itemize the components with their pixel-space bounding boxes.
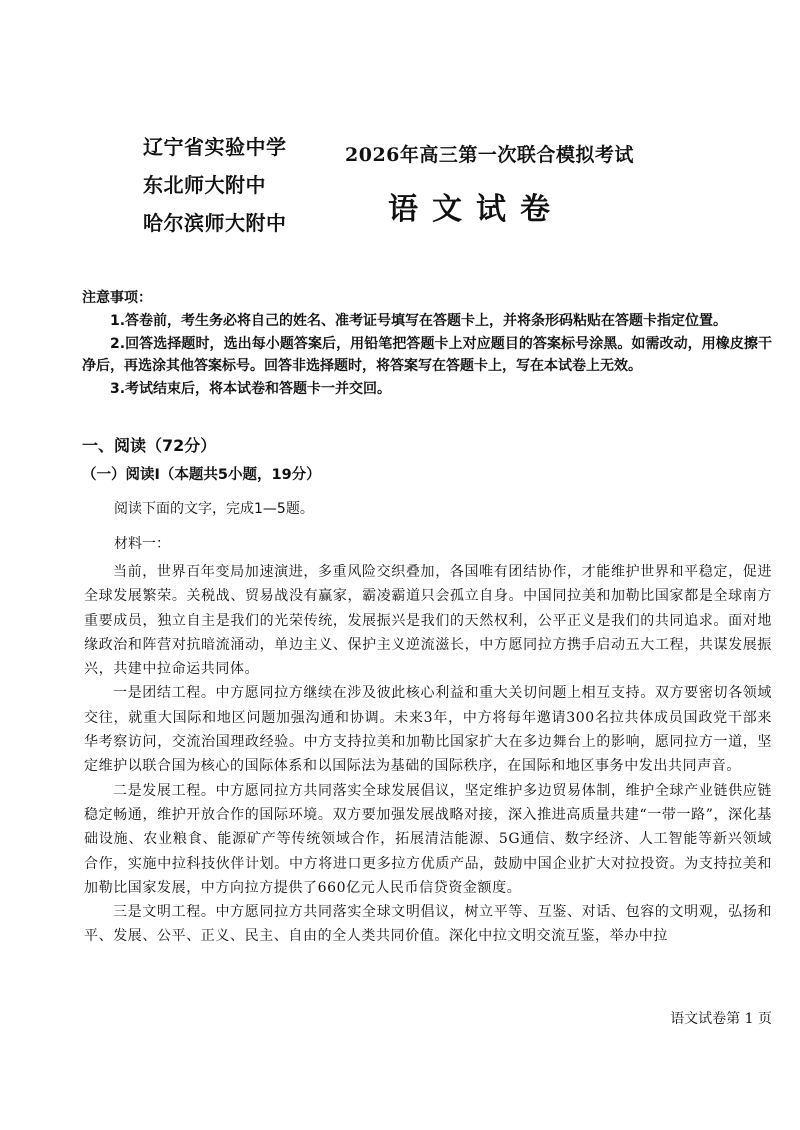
- exam-title: 2026年高三第一次联合模拟考试: [345, 144, 634, 166]
- note-item: 1.答卷前，考生务必将自己的姓名、准考证号填写在答题卡上，并将条形码粘贴在答题卡指定位置。: [110, 313, 728, 329]
- material-label: 材料一：: [114, 536, 170, 552]
- school-name: 辽宁省实验中学: [143, 135, 287, 159]
- paper-title: 语文试卷: [388, 192, 564, 227]
- school-list: [143, 128, 313, 242]
- material-paragraph: 一是团结工程。中方愿同拉方继续在涉及彼此核心利益和重大关切问题上相互支持。双方要密切各领域交往，就重大国际和地区问题加强沟通和协调。未来3年，中方将每年邀请300名拉共体成员国政党干部来华考察访问，交流治国理政经验。中方支持拉美和加勒比国家扩大在多边舞台上的影响，愿同拉方一道，坚定维护以联合国为核心的国际体系和以国际法为基础的国际秩序，在国际和地区事务中发出共同声音。: [84, 685, 772, 775]
- note-item: 3.考试结束后，将本试卷和答题卡一并交回。: [110, 380, 392, 397]
- page-number: 语文试卷第 1 页: [670, 1011, 772, 1027]
- notes-heading: 注意事项：: [82, 290, 152, 306]
- note-item: 2.回答选择题时，选出每小题答案后，用铅笔把答题卡上对应题目的答案标号涂黑。如需改动，用橡皮擦干净后，再选涂其他答案标号。回答非选择题时，将答案写在答题卡上，写在本试卷上无效。: [82, 335, 772, 374]
- notes-block: [82, 286, 772, 400]
- school-name: 哈尔滨师大附中: [143, 211, 287, 235]
- material-text: [84, 560, 772, 949]
- subsection-title: （一）阅读Ⅰ（本题共5小题，19分）: [82, 467, 321, 483]
- material-paragraph: 三是文明工程。中方愿同拉方共同落实全球文明倡议，树立平等、互鉴、对话、包容的文明观，弘扬和平、发展、公平、正义、民主、自由的全人类共同价值。深化中拉文明交流互鉴，举办中拉: [84, 904, 772, 945]
- section-title: 一、阅读（72分）: [82, 436, 217, 455]
- material-paragraph: 当前，世界百年变局加速演进，多重风险交织叠加，各国唯有团结协作，才能维护世界和平稳定，促进全球发展繁荣。关税战、贸易战没有赢家，霸凌霸道只会孤立自身。中国同拉美和加勒比国家都是全球南方重要成员，独立自主是我们的光荣传统，发展振兴是我们的天然权利，公平正义是我们的共同追求。面对地缘政治和阵营对抗暗流涌动，单边主义、保护主义逆流滋长，中方愿同拉方携手启动五大工程，共谋发展振兴，共建中拉命运共同体。: [84, 564, 772, 678]
- reading-instruction: 阅读下面的文字，完成1—5题。: [114, 501, 314, 517]
- school-name: 东北师大附中: [143, 173, 266, 197]
- material-paragraph: 二是发展工程。中方愿同拉方共同落实全球发展倡议，坚定维护多边贸易体制，维护全球产业链供应链稳定畅通，维护开放合作的国际环境。双方要加强发展战略对接，深入推进高质量共建“一带一路”，深化基础设施、农业粮食、能源矿产等传统领域合作，拓展清洁能源、5G通信、数字经济、人工智能等新兴领域合作，实施中拉科技伙伴计划。中方将进口更多拉方优质产品，鼓励中国企业扩大对拉投资。为支持拉美和加勒比国家发展，中方向拉方提供了660亿元人民币信贷资金额度。: [84, 782, 772, 896]
